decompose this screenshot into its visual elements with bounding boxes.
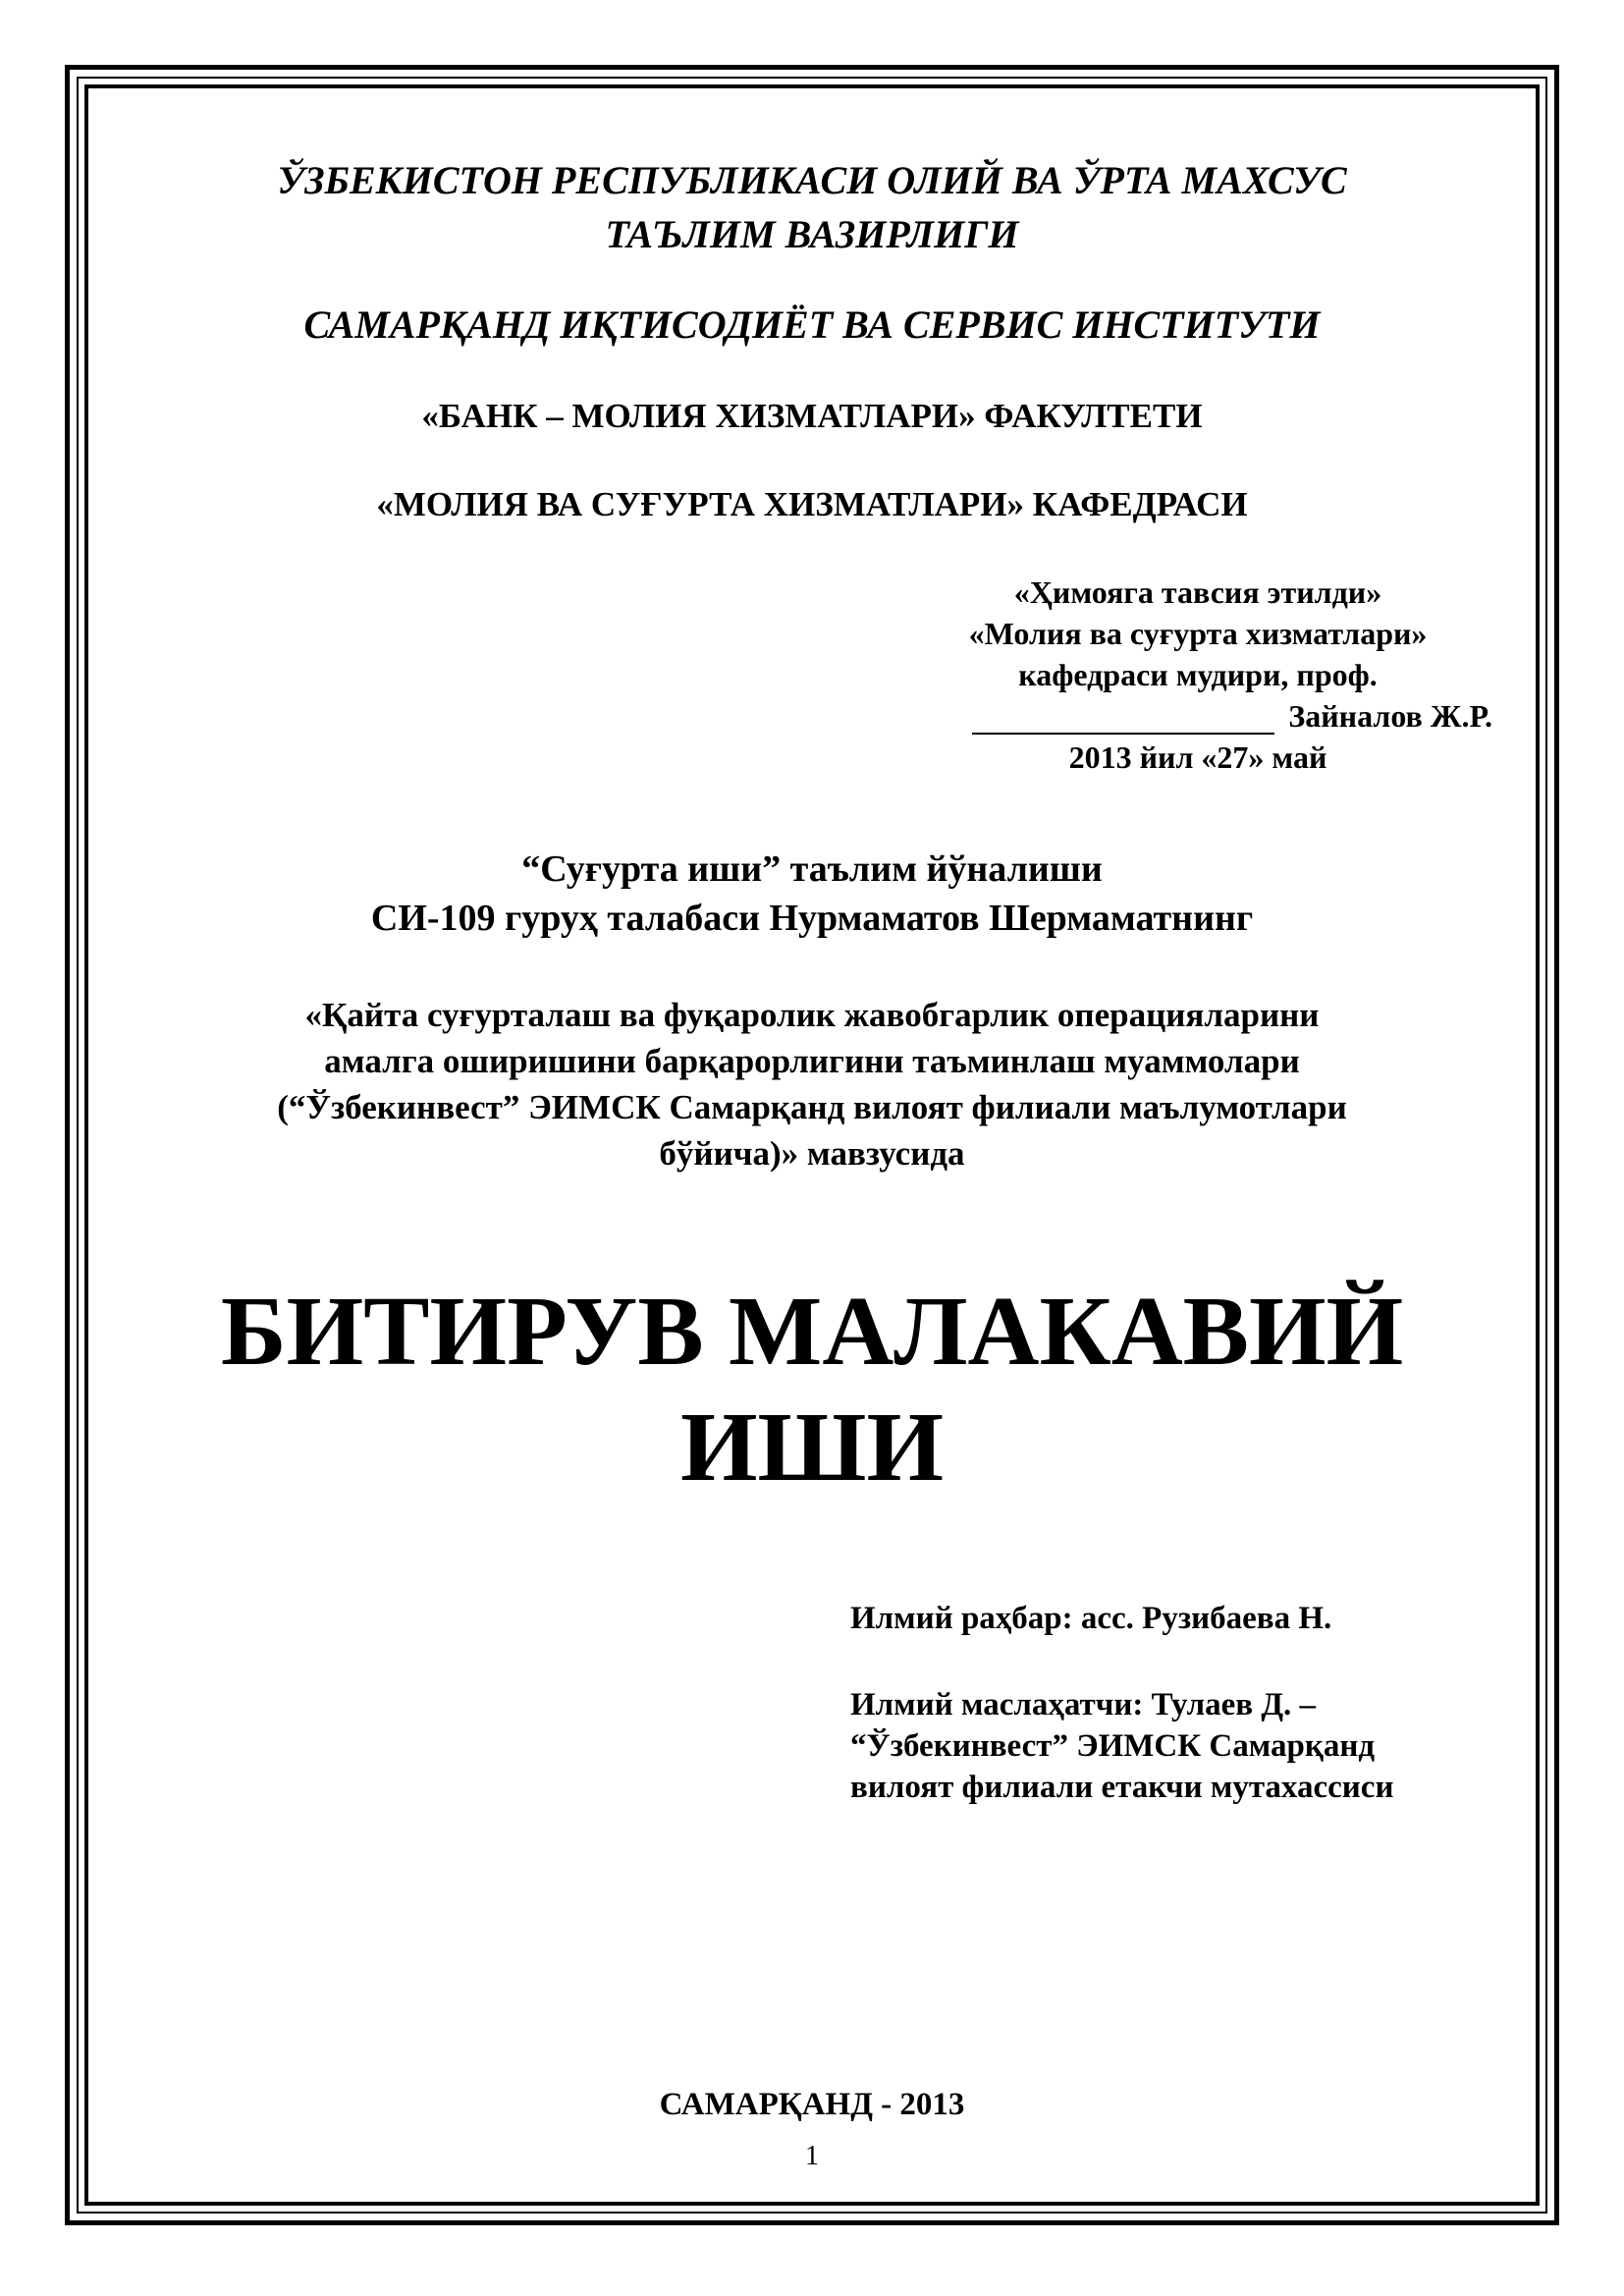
- approval-line-3: кафедраси мудири, проф.: [1018, 657, 1378, 692]
- department-name: «МОЛИЯ ВА СУҒУРТА ХИЗМАТЛАРИ» КАФЕДРАСИ: [376, 485, 1248, 523]
- supervisor: Илмий раҳбар: асс. Рузибаева Н.: [850, 1601, 1332, 1636]
- approval-line-1: «Ҳимояга тавсия этилди»: [1013, 574, 1382, 610]
- approval-signature-line: [903, 698, 1492, 735]
- topic-line-4: бўйича)» мавзусида: [659, 1134, 965, 1173]
- student-info: [0, 845, 1624, 943]
- signature-blank: [972, 703, 1274, 735]
- topic-line-1: «Қайта суғурталаш ва фуқаролик жавобгарлик операцияларини: [304, 996, 1320, 1034]
- consultant-line-1: Илмий маслаҳатчи: Тулаев Д. –: [850, 1687, 1317, 1722]
- city-year: САМАРҚАНД - 2013: [659, 2087, 965, 2122]
- advisors-block: [850, 1601, 1538, 1836]
- group-student: СИ-109 гуруҳ талабаси Нурмаматов Шермаматнинг: [370, 898, 1254, 939]
- thesis-topic: [0, 992, 1624, 1176]
- faculty-name: «БАНК – МОЛИЯ ХИЗМАТЛАРИ» ФАКУЛТЕТИ: [421, 397, 1203, 435]
- document-title: [0, 1273, 1624, 1504]
- institute-name: САМАРҚАНД ИҚТИСОДИЁТ ВА СЕРВИС ИНСТИТУТИ: [303, 302, 1321, 347]
- ministry-line-1: ЎЗБЕКИСТОН РЕСПУБЛИКАСИ ОЛИЙ ВА ЎРТА МАХСУС: [277, 158, 1347, 202]
- title-line-2: ИШИ: [679, 1392, 945, 1502]
- ministry-heading: [0, 153, 1624, 261]
- consultant-line-2: “Ўзбекинвест” ЭИМСК Самарқанд: [850, 1728, 1376, 1764]
- approval-block: [903, 574, 1492, 800]
- topic-line-2: амалга оширишини барқарорлигини таъминлаш муаммолари: [324, 1042, 1300, 1080]
- approval-date: 2013 йил «27» май: [1068, 739, 1327, 775]
- approval-signer: Зайналов Ж.Р.: [1288, 698, 1492, 734]
- topic-line-3: (“Ўзбекинвест” ЭИМСК Самарқанд вилоят филиали маълумотлари: [277, 1088, 1347, 1126]
- ministry-line-2: ТАЪЛИМ ВАЗИРЛИГИ: [605, 212, 1019, 256]
- title-line-1: БИТИРУВ МАЛАКАВИЙ: [220, 1276, 1404, 1386]
- consultant-line-3: вилоят филиали етакчи мутахассиси: [850, 1770, 1394, 1805]
- approval-line-2: «Молия ва суғурта хизматлари»: [968, 616, 1428, 651]
- page-number: 1: [805, 2141, 819, 2171]
- study-direction: “Суғурта иши” таълим йўналиши: [521, 848, 1103, 890]
